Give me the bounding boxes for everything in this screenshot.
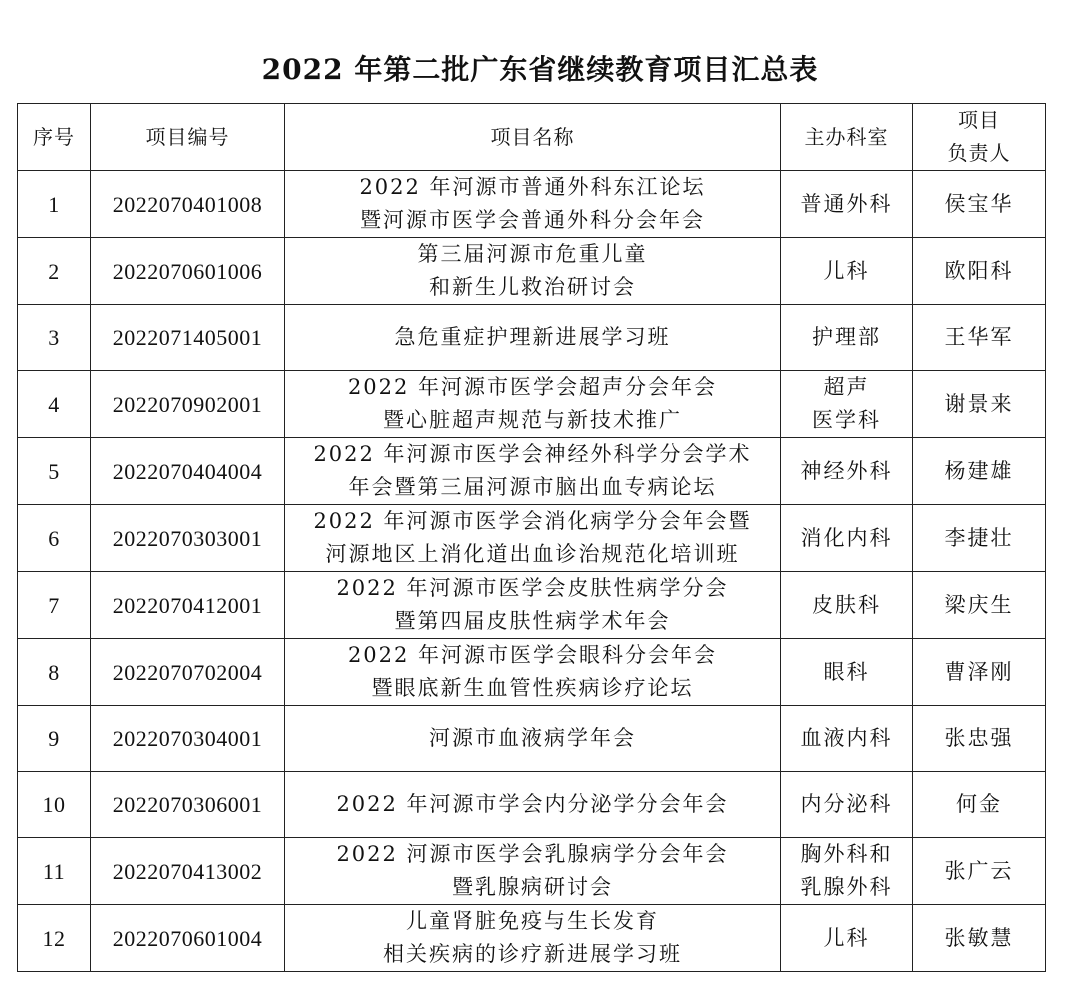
project-name	[285, 505, 781, 572]
host-department	[781, 305, 913, 371]
project-name	[285, 905, 781, 972]
header-lead-line1: 项目	[958, 108, 1000, 132]
host-department	[781, 706, 913, 772]
host-department	[781, 772, 913, 838]
host-department-line: 医学科	[812, 408, 881, 432]
project-lead: 欧阳科	[913, 238, 1046, 305]
row-number: 10	[18, 772, 91, 838]
row-number: 9	[18, 706, 91, 772]
page-title: 2022 年第二批广东省继续教育项目汇总表	[261, 53, 819, 86]
host-department	[781, 238, 913, 305]
project-lead: 李捷壮	[913, 505, 1046, 572]
header-lead-line2: 负责人	[947, 141, 1011, 165]
project-code: 2022070303001	[91, 505, 285, 572]
project-name-line: 河源市血液病学年会	[429, 726, 636, 750]
project-name-line: 第三届河源市危重儿童	[417, 242, 648, 266]
project-lead: 曹泽刚	[913, 639, 1046, 706]
host-department-line: 胸外科和	[800, 842, 893, 866]
host-department-line: 神经外科	[800, 458, 893, 483]
project-name	[285, 305, 781, 371]
row-number: 12	[18, 905, 91, 972]
project-code: 2022070413002	[91, 838, 285, 905]
project-name-line: 2022 河源市医学会乳腺病学分会年会	[336, 842, 729, 866]
table-row	[18, 171, 1046, 238]
project-name-line: 儿童肾脏免疫与生长发育	[406, 909, 659, 933]
project-name-line: 2022 年河源市普通外科东江论坛	[359, 175, 706, 199]
project-name-line: 2022 年河源市医学会眼科分会年会	[347, 643, 718, 667]
project-code: 2022070601004	[91, 905, 285, 972]
table-row	[18, 438, 1046, 505]
host-department-line: 消化内科	[800, 525, 893, 550]
host-department-line: 护理部	[812, 325, 881, 349]
row-number: 7	[18, 572, 91, 639]
project-name-line: 河源地区上消化道出血诊治规范化培训班	[325, 542, 740, 566]
host-department-line: 皮肤科	[812, 592, 881, 617]
host-department	[781, 371, 913, 438]
summary-table	[17, 103, 1046, 972]
row-number: 6	[18, 505, 91, 572]
table-row	[18, 639, 1046, 706]
host-department-line: 普通外科	[800, 191, 893, 216]
project-name	[285, 371, 781, 438]
row-number: 4	[18, 371, 91, 438]
row-number: 2	[18, 238, 91, 305]
project-name-line: 2022 年河源市医学会消化病学分会年会暨	[313, 509, 752, 533]
header-dept: 主办科室	[781, 104, 913, 171]
project-lead: 梁庆生	[913, 572, 1046, 639]
table-row	[18, 371, 1046, 438]
host-department	[781, 905, 913, 972]
table-row	[18, 772, 1046, 838]
project-name	[285, 171, 781, 238]
project-name	[285, 706, 781, 772]
host-department-line: 儿科	[823, 258, 870, 283]
project-lead: 何金	[913, 772, 1046, 838]
project-code: 2022070304001	[91, 706, 285, 772]
project-name-line: 暨眼底新生血管性疾病诊疗论坛	[371, 676, 694, 700]
project-lead: 王华军	[913, 305, 1046, 371]
project-lead: 杨建雄	[913, 438, 1046, 505]
project-name-line: 2022 年河源市医学会神经外科学分会学术	[313, 442, 752, 466]
row-number: 5	[18, 438, 91, 505]
project-lead: 张敏慧	[913, 905, 1046, 972]
project-lead: 谢景来	[913, 371, 1046, 438]
table-row	[18, 706, 1046, 772]
project-name-line: 暨第四届皮肤性病学术年会	[394, 609, 671, 633]
project-code: 2022070404004	[91, 438, 285, 505]
host-department	[781, 171, 913, 238]
table-row	[18, 505, 1046, 572]
project-lead: 侯宝华	[913, 171, 1046, 238]
row-number: 8	[18, 639, 91, 706]
project-name-line: 和新生儿救治研讨会	[429, 275, 636, 299]
project-name-line: 年会暨第三届河源市脑出血专病论坛	[348, 475, 717, 499]
host-department-line: 内分泌科	[800, 792, 893, 816]
host-department	[781, 639, 913, 706]
project-name-line: 暨心脏超声规范与新技术推广	[383, 408, 682, 432]
table-row	[18, 305, 1046, 371]
project-name	[285, 838, 781, 905]
project-code: 2022070601006	[91, 238, 285, 305]
project-code: 2022071405001	[91, 305, 285, 371]
host-department	[781, 572, 913, 639]
host-department-line: 眼科	[823, 659, 870, 684]
table-row	[18, 238, 1046, 305]
project-lead: 张忠强	[913, 706, 1046, 772]
table-row	[18, 905, 1046, 972]
table-header-row	[18, 104, 1046, 171]
project-name-line: 相关疾病的诊疗新进展学习班	[383, 942, 682, 966]
host-department	[781, 438, 913, 505]
host-department-line: 血液内科	[800, 726, 893, 750]
project-name-line: 暨乳腺病研讨会	[452, 875, 613, 899]
project-name-line: 2022 年河源市医学会超声分会年会	[347, 375, 718, 399]
project-name	[285, 639, 781, 706]
row-number: 1	[18, 171, 91, 238]
host-department	[781, 505, 913, 572]
host-department-line: 超声	[823, 375, 870, 399]
host-department-line: 乳腺外科	[800, 875, 893, 899]
project-code: 2022070306001	[91, 772, 285, 838]
project-code: 2022070412001	[91, 572, 285, 639]
project-code: 2022070902001	[91, 371, 285, 438]
project-name	[285, 238, 781, 305]
project-name-line: 2022 年河源市医学会皮肤性病学分会	[336, 576, 729, 600]
header-lead	[913, 104, 1046, 171]
table-row	[18, 838, 1046, 905]
project-code: 2022070702004	[91, 639, 285, 706]
project-name-line: 2022 年河源市学会内分泌学分会年会	[336, 792, 729, 816]
header-no: 序号	[18, 104, 91, 171]
header-name: 项目名称	[285, 104, 781, 171]
host-department-line: 儿科	[823, 925, 870, 950]
project-name	[285, 572, 781, 639]
host-department	[781, 838, 913, 905]
project-name	[285, 772, 781, 838]
project-name	[285, 438, 781, 505]
header-code: 项目编号	[91, 104, 285, 171]
row-number: 11	[18, 838, 91, 905]
row-number: 3	[18, 305, 91, 371]
project-code: 2022070401008	[91, 171, 285, 238]
project-lead: 张广云	[913, 838, 1046, 905]
project-name-line: 暨河源市医学会普通外科分会年会	[360, 208, 705, 232]
project-name-line: 急危重症护理新进展学习班	[394, 325, 671, 349]
table-row	[18, 572, 1046, 639]
